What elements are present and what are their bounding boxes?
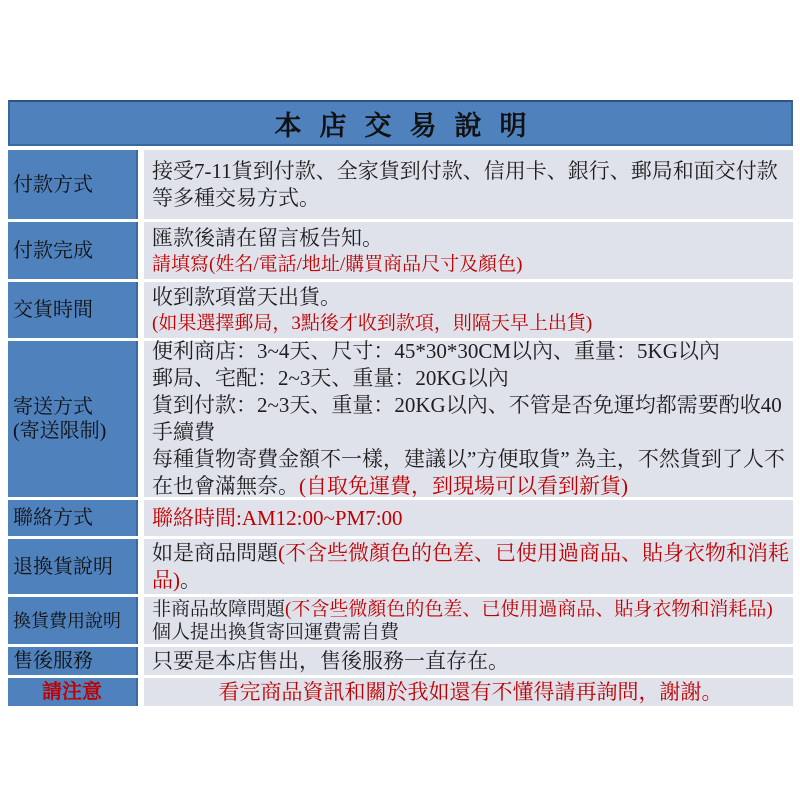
- value-cell-after-sales: [144, 647, 793, 675]
- value-cell-payment-done: [144, 222, 793, 279]
- row-note: (如果選擇郵局，3點後才收到款項，則隔天早上出貨): [152, 313, 593, 334]
- label-cell-contact: [8, 500, 138, 536]
- row-label-line2: (寄送限制): [13, 420, 107, 442]
- value-cell-contact: [144, 500, 793, 536]
- label-cell-payment-done: [8, 222, 138, 279]
- row-label: 交貨時間: [13, 299, 93, 321]
- title-bar: [8, 100, 793, 146]
- value-cell-returns: [144, 539, 793, 594]
- shipping-line-post: 郵局、宅配：2~3天、重量：20KG以內: [152, 366, 509, 390]
- contact-hours: 聯絡時間:AM12:00~PM7:00: [152, 505, 403, 530]
- value-cell-delivery-time: [144, 282, 793, 338]
- row-label: 退換貨說明: [13, 555, 113, 578]
- row-text: 如是商品問題(不含些微顏色的色差、已使用過商品、貼身衣物和消耗品)。: [152, 540, 789, 592]
- row-label: 付款完成: [13, 239, 93, 262]
- notice-text: 看完商品資訊和關於我如還有不懂得請再詢問，謝謝。: [218, 680, 723, 704]
- shipping-line-cod: 貨到付款：2~3天、重量：20KG以內、不管是否免運均都需要酌收40手續費: [152, 393, 782, 444]
- row-text: 只要是本店售出，售後服務一直存在。: [152, 649, 509, 673]
- row-text: 收到款項當天出貨。: [152, 285, 341, 309]
- label-cell-after-sales: [8, 647, 138, 675]
- row-label: 付款方式: [13, 173, 93, 196]
- row-label: 聯絡方式: [13, 507, 93, 529]
- row-label: 售後服務: [13, 650, 93, 672]
- row-label: 寄送方式: [13, 396, 93, 418]
- value-cell-payment-method: [144, 150, 793, 219]
- value-cell-shipping: [144, 341, 793, 497]
- label-cell-returns: [8, 539, 138, 594]
- shipping-line-advice: 每種貨物寄費金額不一樣，建議以”方便取貨” 為主，不然貨到了人不在也會滿無奈。(自取免運費，到現場可以看到新貨): [152, 447, 785, 498]
- row-text: 接受7-11貨到付款、全家貨到付款、信用卡、銀行、郵局和面交付款等多種交易方式。: [152, 158, 778, 210]
- trade-info-sheet: [8, 100, 793, 706]
- label-cell-payment-method: [8, 150, 138, 219]
- trade-info-table: [8, 150, 793, 706]
- shipping-line-convenience: 便利商店：3~4天、尺寸：45*30*30CM以內、重量：5KG以內: [152, 339, 720, 363]
- row-label: 請注意: [42, 681, 102, 703]
- label-cell-exchange-fee: [8, 597, 138, 644]
- page-title: 本店交易說明: [274, 110, 545, 141]
- label-cell-notice: [8, 678, 138, 706]
- label-cell-shipping: [8, 341, 138, 497]
- label-cell-delivery-time: [8, 282, 138, 338]
- row-note: 請填寫(姓名/電話/地址/購買商品尺寸及顏色): [152, 253, 523, 275]
- row-text: 匯款後請在留言板告知。: [152, 225, 383, 250]
- row-label: 換貨費用說明: [13, 610, 121, 631]
- row-text: 非商品故障問題(不含些微顏色的色差、已使用過商品、貼身衣物和消耗品)個人提出換貨寄回運費需自費: [152, 598, 773, 643]
- shipping-pickup-note: (自取免運費，到現場可以看到新貨): [299, 474, 628, 498]
- value-cell-notice: [144, 678, 793, 706]
- value-cell-exchange-fee: [144, 597, 793, 644]
